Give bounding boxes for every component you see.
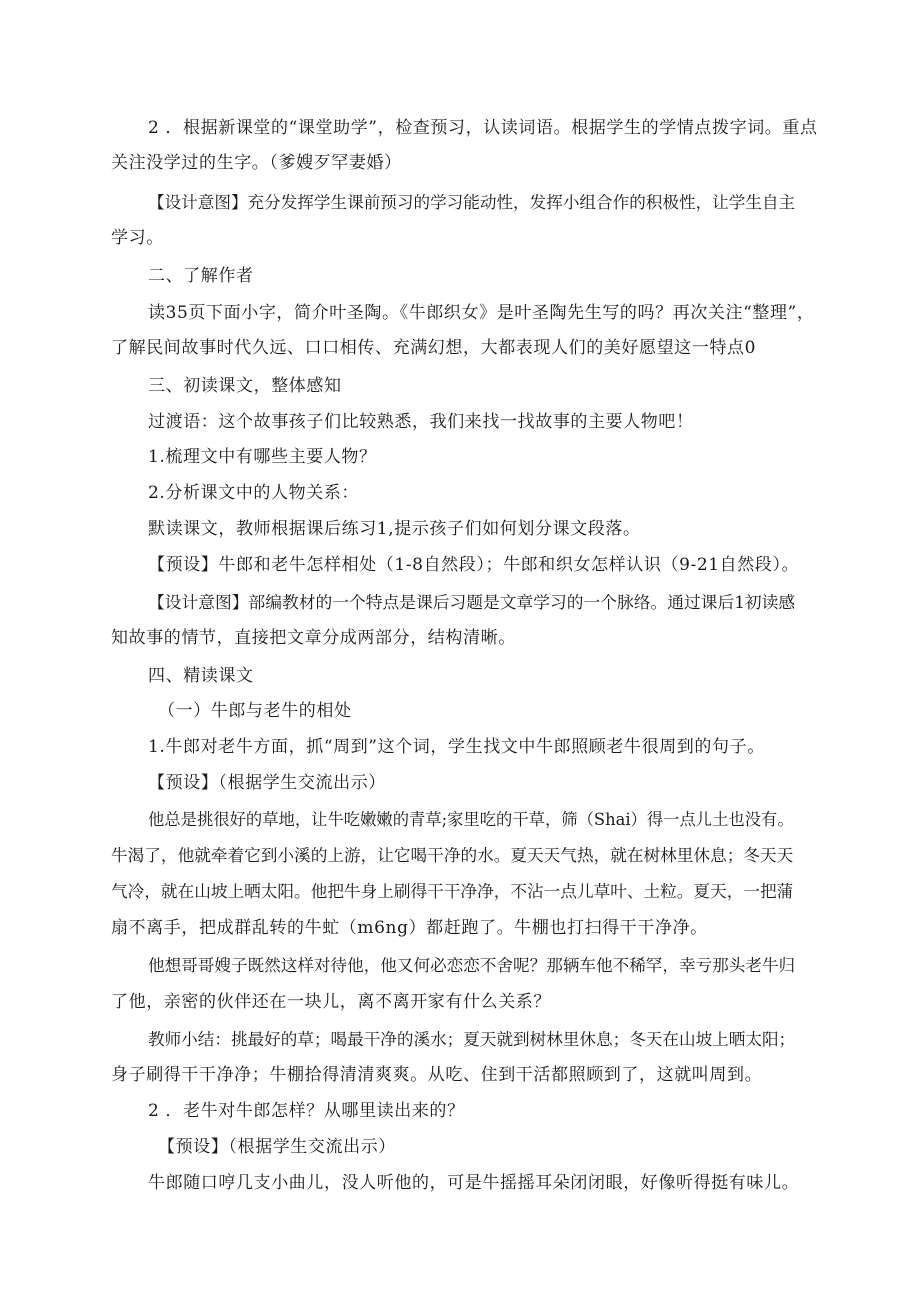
text-line: 学习。 <box>111 228 164 248</box>
text-line: 气冷，就在山坡上晒太阳。他把牛身上刷得干干净净，不沾一点儿草叶、土粒。夏天，一把蒲 <box>111 882 794 901</box>
text-line: 牛渴了，他就牵着它到小溪的上游，让它喝干净的水。夏天天气热，就在树林里休息；冬天天 <box>111 846 794 865</box>
section-heading: 四、精读课文 <box>148 666 254 686</box>
text-line: 牛郎随口哼几支小曲儿，没人听他的，可是牛摇摇耳朵闭闭眼，好像听得挺有味儿。 <box>148 1173 800 1193</box>
text-line: 默读课文，教师根据课后练习1,提示孩子们如何划分课文段落。 <box>148 519 641 539</box>
text-line: 【预设】牛郎和老牛怎样相处（1-8自然段）；牛郎和织女怎样认识（9-21自然段）。 <box>148 555 800 575</box>
section-heading: 二、了解作者 <box>148 266 254 286</box>
text-line: 了解民间故事时代久远、口口相传、充满幻想，大都表现人们的美好愿望这一特点0 <box>111 338 757 358</box>
text-line: 【预设】（根据学生交流出示） <box>148 773 386 793</box>
text-line: 【预设】（根据学生交流出示） <box>158 1137 396 1157</box>
text-line: 扇不离手，把成群乱转的牛虻（m6ng）都赶跑了。牛棚也打扫得干干净净。 <box>111 918 708 938</box>
text-line: 1.梳理文中有哪些主要人物？ <box>148 447 377 467</box>
text-line: 2.分析课文中的人物关系： <box>148 483 360 503</box>
text-line: 2 ．根据新课堂的“课堂助学”，检查预习，认读词语。根据学生的学情点拨字词。重点 <box>148 118 818 138</box>
text-line: 1.牛郎对老牛方面，抓“周到”这个词，学生找文中牛郎照顾老牛很周到的句子。 <box>148 737 765 757</box>
text-line: 他想哥哥嫂子既然这样对待他，他又何必恋恋不舍呢？那辆车他不稀罕，幸亏那头老牛归 <box>148 956 796 975</box>
text-line: 教师小结：挑最好的草；喝最干净的溪水；夏天就到树林里休息；冬天在山坡上晒太阳； <box>148 1030 796 1049</box>
section-heading: 三、初读课文，整体感知 <box>148 376 342 396</box>
text-line: 读35页下面小字，简介叶圣陶。《牛郎织女》是叶圣陶先生写的吗？再次关注“整理”， <box>148 303 815 323</box>
text-line: 关注没学过的生字。（爹嫂歹罕妻婚） <box>111 153 402 173</box>
text-line: 过渡语：这个故事孩子们比较熟悉，我们来找一找故事的主要人物吧！ <box>148 412 694 432</box>
subsection-heading: （一）牛郎与老牛的相处 <box>158 701 352 721</box>
text-line: 2 ．老牛对牛郎怎样？从哪里读出来的？ <box>148 1101 465 1121</box>
text-line: 【设计意图】充分发挥学生课前预习的学习能动性，发挥小组合作的积极性，让学生自主 <box>148 193 796 212</box>
text-line: 了他，亲密的伙伴还在一块儿，离不离开家有什么关系？ <box>111 992 551 1012</box>
text-line: 他总是挑很好的草地，让牛吃嫩嫩的青草;家里吃的干草，筛（Shai）得一点儿土也没有。 <box>148 810 794 829</box>
text-line: 知故事的情节，直接把文章分成两部分，结构清晰。 <box>111 628 516 648</box>
text-line: 【设计意图】部编教材的一个特点是课后习题是文章学习的一个脉络。通过课后1初读感 <box>148 592 796 612</box>
text-line: 身子刷得干干净净；牛棚拾得清清爽爽。从吃、住到干活都照顾到了，这就叫周到。 <box>111 1065 763 1085</box>
